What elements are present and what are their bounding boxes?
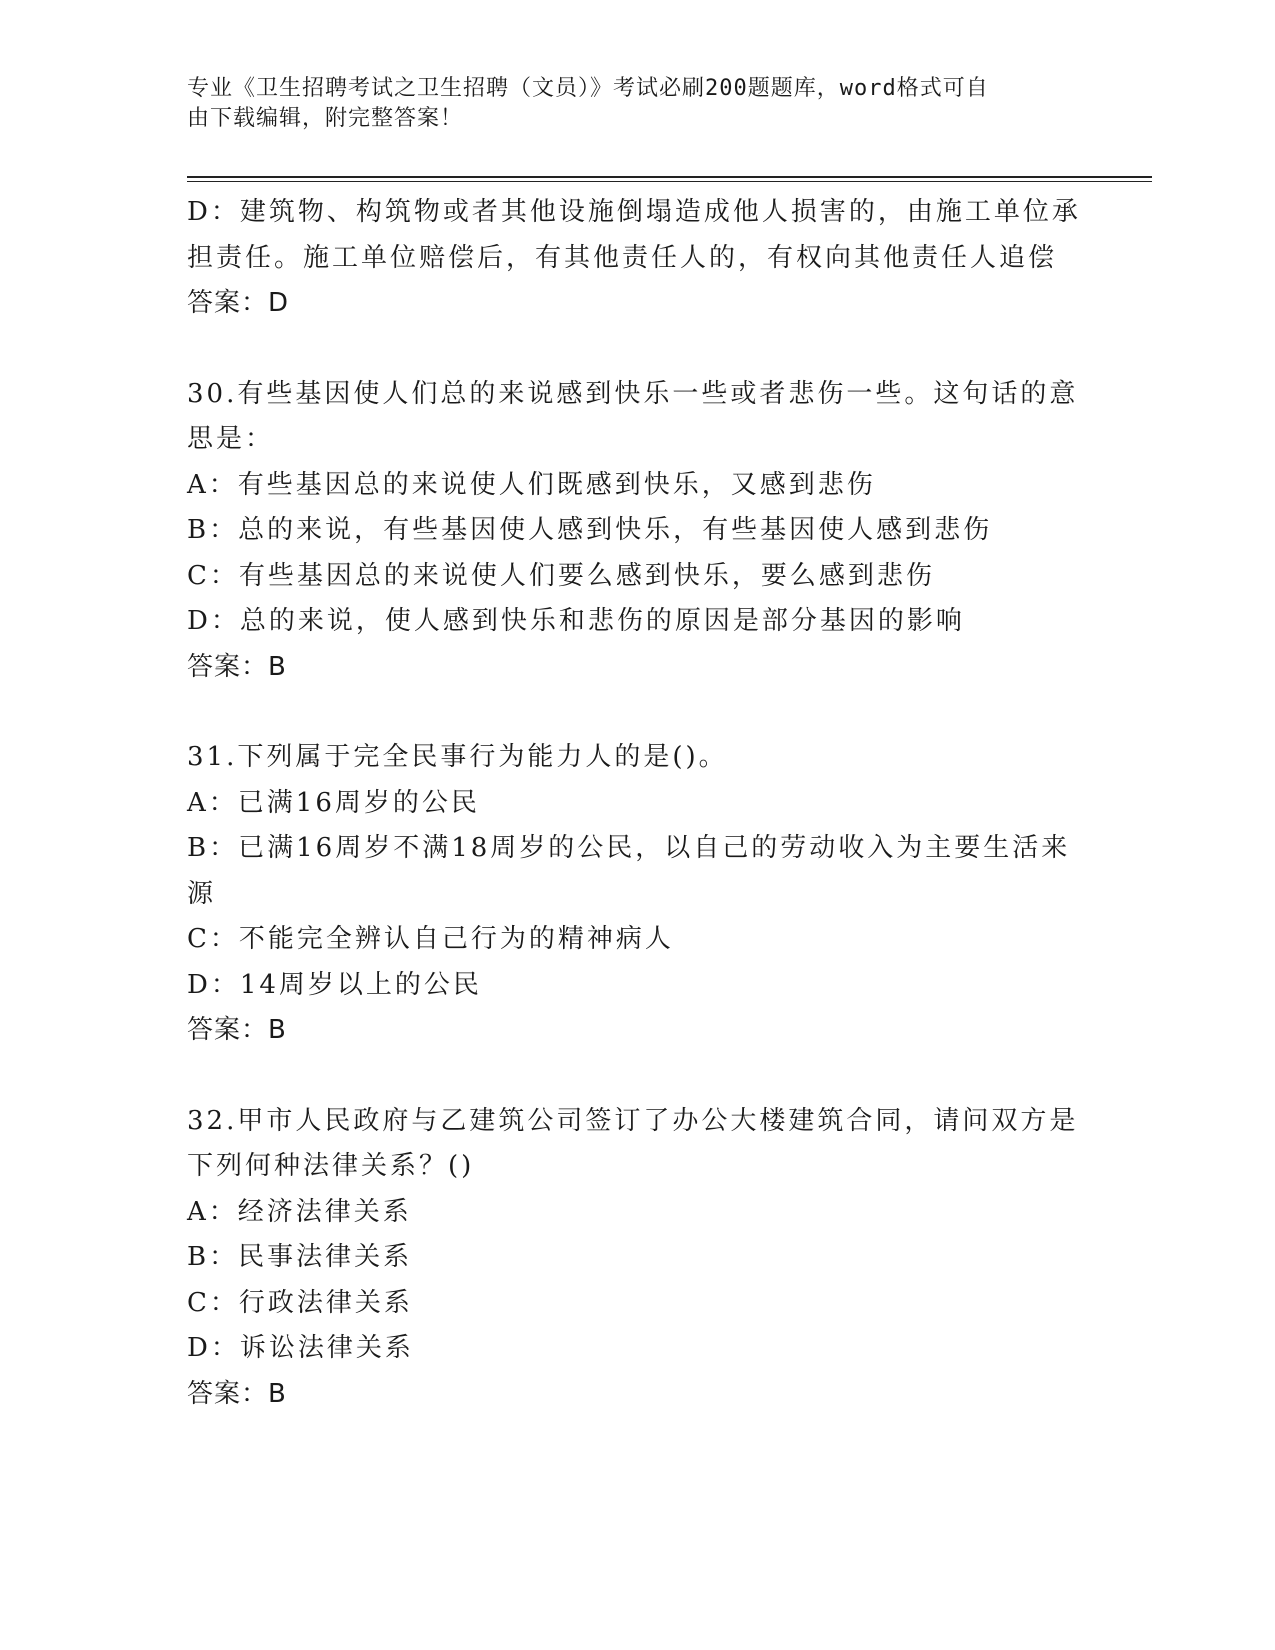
option-a: A：经济法律关系 bbox=[187, 1196, 412, 1227]
option-a: A：已满16周岁的公民 bbox=[187, 787, 480, 818]
question-stem-line-1: 32.甲市人民政府与乙建筑公司签订了办公大楼建筑合同，请问双方是 bbox=[187, 1105, 1079, 1136]
option-b-line-1: B：已满16周岁不满18周岁的公民，以自己的劳动收入为主要生活来 bbox=[187, 833, 1071, 863]
question-stem-line-2: 下列何种法律关系？() bbox=[187, 1151, 475, 1181]
previous-question-tail bbox=[187, 190, 1081, 327]
question-32 bbox=[187, 1099, 1079, 1418]
question-stem-line-2: 思是： bbox=[187, 424, 275, 454]
option-b: B：民事法律关系 bbox=[187, 1242, 413, 1272]
option-b: B：总的来说，有些基因使人感到快乐，有些基因使人感到悲伤 bbox=[187, 515, 993, 545]
question-30 bbox=[187, 372, 1079, 691]
header-line-1: 专业《卫生招聘考试之卫生招聘（文员）》考试必刷200题题库，word格式可自 bbox=[187, 76, 989, 101]
header-divider-thick bbox=[187, 176, 1152, 178]
option-d-line-2: 担责任。施工单位赔偿后，有其他责任人的，有权向其他责任人追偿 bbox=[187, 242, 1058, 273]
option-c: C：行政法律关系 bbox=[187, 1287, 413, 1318]
option-c: C：有些基因总的来说使人们要么感到快乐，要么感到悲伤 bbox=[187, 560, 935, 591]
spacer bbox=[187, 1054, 1067, 1099]
option-d: D：诉讼法律关系 bbox=[187, 1333, 414, 1363]
question-content bbox=[187, 190, 1081, 1417]
option-a: A：有些基因总的来说使人们既感到快乐，又感到悲伤 bbox=[187, 469, 876, 500]
question-stem: 31.下列属于完全民事行为能力人的是()。 bbox=[187, 742, 728, 772]
answer: 答案：D bbox=[187, 288, 290, 318]
option-b-line-2: 源 bbox=[187, 878, 217, 909]
option-d-line-1: D：建筑物、构筑物或者其他设施倒塌造成他人损害的，由施工单位承 bbox=[187, 197, 1081, 227]
question-31 bbox=[187, 735, 1071, 1054]
option-d: D：总的来说，使人感到快乐和悲伤的原因是部分基因的影响 bbox=[187, 606, 965, 636]
header-divider-thin bbox=[187, 181, 1152, 182]
answer: 答案：B bbox=[187, 1015, 287, 1045]
option-d: D：14周岁以上的公民 bbox=[187, 969, 482, 1000]
answer: 答案：B bbox=[187, 651, 287, 682]
spacer bbox=[187, 327, 1067, 372]
answer: 答案：B bbox=[187, 1378, 287, 1409]
option-c: C：不能完全辨认自己行为的精神病人 bbox=[187, 924, 674, 954]
question-stem-line-1: 30.有些基因使人们总的来说感到快乐一些或者悲伤一些。这句话的意 bbox=[187, 378, 1079, 409]
document-header bbox=[187, 74, 1067, 134]
spacer bbox=[187, 690, 1067, 735]
header-line-2: 由下载编辑，附完整答案！ bbox=[187, 106, 464, 131]
